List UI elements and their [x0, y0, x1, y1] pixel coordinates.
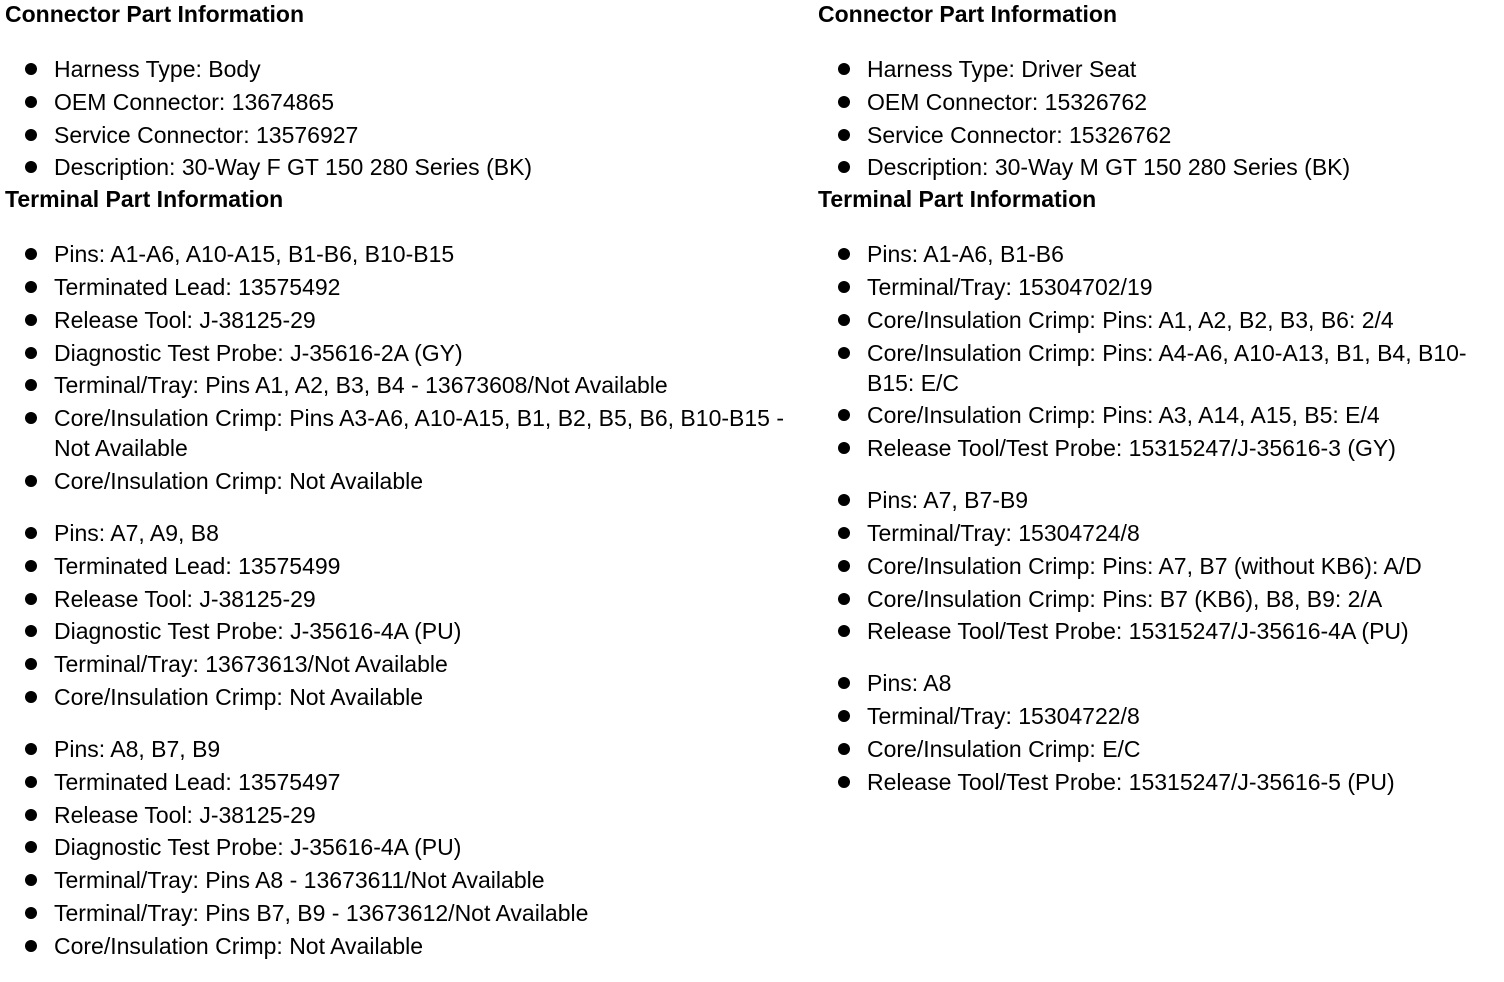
connector-list [818, 54, 1498, 182]
list-item: Service Connector: 13576927 [5, 120, 785, 150]
list-item: Terminal/Tray: Pins A1, A2, B3, B4 - 13673608/Not Available [5, 370, 785, 400]
terminal-group-2 [818, 485, 1498, 646]
list-item: Terminal/Tray: 15304702/19 [818, 272, 1498, 302]
list-item: Core/Insulation Crimp: Not Available [5, 931, 785, 961]
list-item: Description: 30-Way M GT 150 280 Series (BK) [818, 152, 1498, 182]
list-item: Terminal/Tray: Pins A8 - 13673611/Not Available [5, 865, 785, 895]
connector-heading: Connector Part Information [818, 1, 1118, 27]
terminal-heading: Terminal Part Information [5, 186, 284, 213]
list-item: OEM Connector: 13674865 [5, 87, 785, 117]
list-item: Pins: A8 [818, 668, 1498, 698]
list-item: Pins: A1-A6, B1-B6 [818, 239, 1498, 269]
list-item: Diagnostic Test Probe: J-35616-4A (PU) [5, 832, 785, 862]
right-column [818, 0, 1498, 800]
list-item: Pins: A8, B7, B9 [5, 734, 785, 764]
list-item: Pins: A7, A9, B8 [5, 518, 785, 548]
list-item: Core/Insulation Crimp: Not Available [5, 682, 785, 712]
list-item: Pins: A1-A6, A10-A15, B1-B6, B10-B15 [5, 239, 785, 269]
list-item: Terminated Lead: 13575499 [5, 551, 785, 581]
list-item: Core/Insulation Crimp: Pins: A3, A14, A15, B5: E/4 [818, 400, 1498, 430]
terminal-groups [818, 239, 1498, 797]
list-item: Core/Insulation Crimp: Pins: A7, B7 (without KB6): A/D [818, 551, 1498, 581]
list-item: Diagnostic Test Probe: J-35616-2A (GY) [5, 338, 785, 368]
list-item: Release Tool/Test Probe: 15315247/J-35616-4A (PU) [818, 616, 1498, 646]
terminal-group-2 [5, 518, 785, 712]
list-item: Core/Insulation Crimp: Pins: A4-A6, A10-A13, B1, B4, B10-B15: E/C [818, 338, 1498, 398]
terminal-group-1 [5, 239, 785, 496]
list-item: Diagnostic Test Probe: J-35616-4A (PU) [5, 616, 785, 646]
terminal-heading: Terminal Part Information [818, 186, 1097, 213]
list-item: Harness Type: Body [5, 54, 785, 84]
list-item: Service Connector: 15326762 [818, 120, 1498, 150]
list-item: Core/Insulation Crimp: Pins: A1, A2, B2, B3, B6: 2/4 [818, 305, 1498, 335]
terminal-group-3 [5, 734, 785, 961]
list-item: Release Tool: J-38125-29 [5, 800, 785, 830]
list-item: Release Tool/Test Probe: 15315247/J-35616-5 (PU) [818, 767, 1498, 797]
list-item: Terminated Lead: 13575492 [5, 272, 785, 302]
list-item: Release Tool/Test Probe: 15315247/J-35616-3 (GY) [818, 433, 1498, 463]
terminal-group-3 [818, 668, 1498, 796]
list-item: Core/Insulation Crimp: Pins A3-A6, A10-A15, B1, B2, B5, B6, B10-B15 - Not Available [5, 403, 785, 463]
connector-list [5, 54, 785, 182]
list-item: Terminal/Tray: 15304724/8 [818, 518, 1498, 548]
left-column [5, 0, 785, 964]
terminal-group-1 [818, 239, 1498, 463]
list-item: Core/Insulation Crimp: E/C [818, 734, 1498, 764]
list-item: Harness Type: Driver Seat [818, 54, 1498, 84]
list-item: Core/Insulation Crimp: Pins: B7 (KB6), B8, B9: 2/A [818, 584, 1498, 614]
list-item: Core/Insulation Crimp: Not Available [5, 466, 785, 496]
list-item: OEM Connector: 15326762 [818, 87, 1498, 117]
list-item: Terminal/Tray: 13673613/Not Available [5, 649, 785, 679]
list-item: Terminal/Tray: 15304722/8 [818, 701, 1498, 731]
list-item: Terminal/Tray: Pins B7, B9 - 13673612/Not Available [5, 898, 785, 928]
list-item: Release Tool: J-38125-29 [5, 584, 785, 614]
list-item: Terminated Lead: 13575497 [5, 767, 785, 797]
list-item: Description: 30-Way F GT 150 280 Series (BK) [5, 152, 785, 182]
terminal-groups [5, 239, 785, 961]
list-item: Pins: A7, B7-B9 [818, 485, 1498, 515]
list-item: Release Tool: J-38125-29 [5, 305, 785, 335]
connector-heading: Connector Part Information [5, 1, 305, 27]
